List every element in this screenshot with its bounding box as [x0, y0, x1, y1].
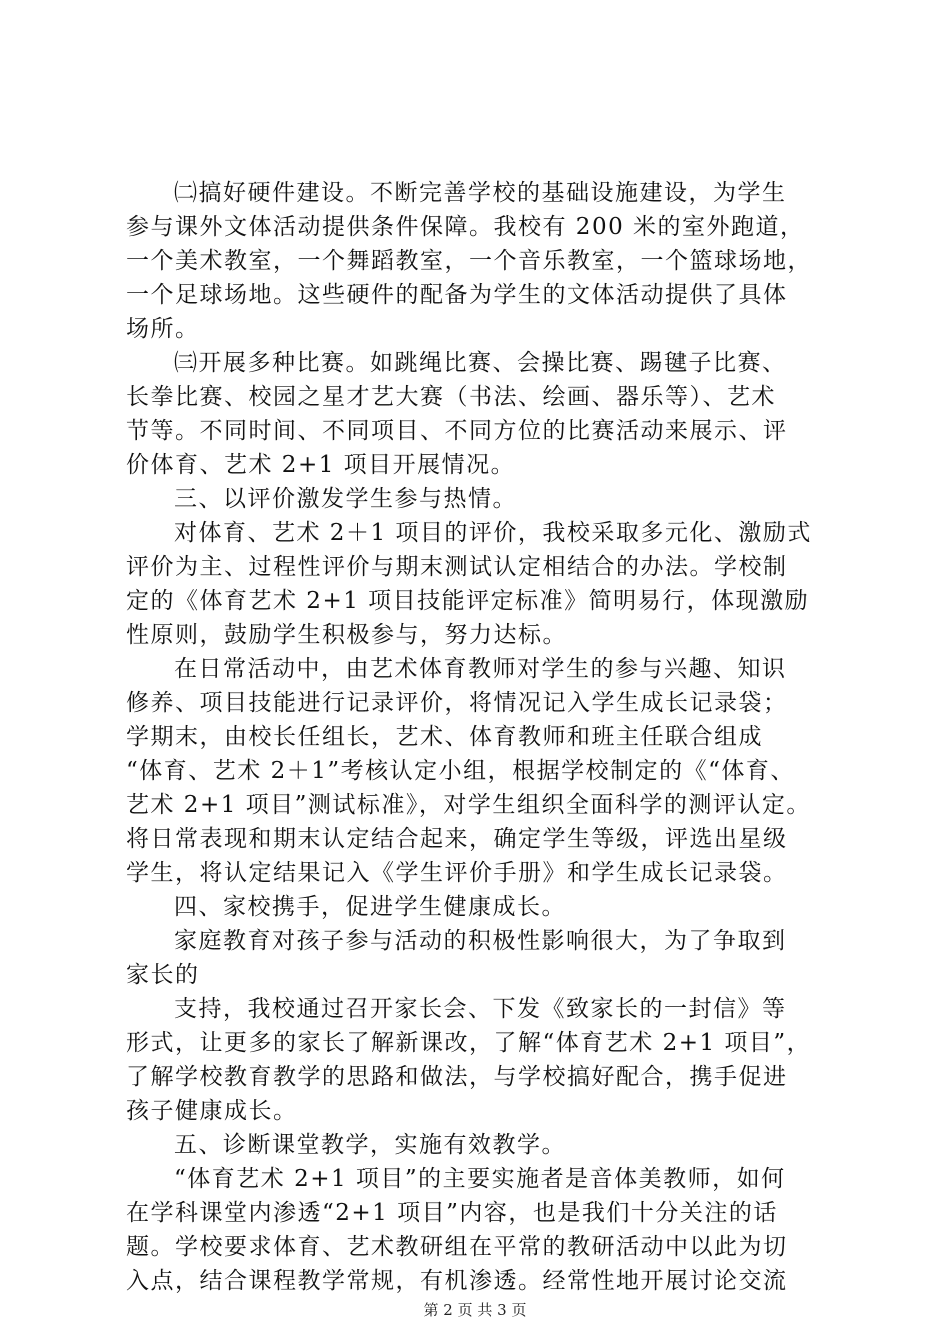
- text-line: 支持，我校通过召开家长会、下发《致家长的一封信》等: [174, 996, 787, 1022]
- text-line: 家长的: [126, 962, 200, 988]
- text-line: 一个足球场地。这些硬件的配备为学生的文体活动提供了具体: [126, 282, 788, 308]
- text-line: 了解学校教育教学的思路和做法，与学校搞好配合，携手促进: [126, 1064, 788, 1090]
- text-line: 参与课外文体活动提供条件保障。我校有 200 米的室外跑道，: [126, 214, 805, 240]
- text-line: 孩子健康成长。: [126, 1098, 298, 1124]
- page-footer: 第 2 页 共 3 页: [423, 1301, 527, 1319]
- text-line: 场所。: [126, 316, 200, 342]
- text-line: “体育、艺术 2＋1”考核认定小组，根据学校制定的《“体育、: [126, 758, 795, 784]
- text-line: 形式，让更多的家长了解新课改，了解“体育艺术 2+1 项目”，: [126, 1030, 812, 1056]
- text-line: 价体育、艺术 2+1 项目开展情况。: [126, 452, 516, 478]
- section-heading: 五、诊断课堂教学，实施有效教学。: [174, 1132, 566, 1158]
- text-line: 性原则，鼓励学生积极参与，努力达标。: [126, 622, 567, 648]
- text-line: “体育艺术 2+1 项目”的主要实施者是音体美教师，如何: [174, 1166, 786, 1192]
- text-line: 题。学校要求体育、艺术教研组在平常的教研活动中以此为切: [126, 1234, 788, 1260]
- text-line: 艺术 2+1 项目”测试标准》，对学生组织全面科学的测评认定。: [126, 792, 811, 818]
- text-line: 对体育、艺术 2＋1 项目的评价，我校采取多元化、激励式: [174, 520, 812, 546]
- text-line: 长拳比赛、校园之星才艺大赛（书法、绘画、器乐等）、艺术: [126, 384, 776, 410]
- text-line: 节等。不同时间、不同项目、不同方位的比赛活动来展示、评: [126, 418, 788, 444]
- text-line: 学期末，由校长任组长，艺术、体育教师和班主任联合组成: [126, 724, 763, 750]
- text-line: ㈢开展多种比赛。如跳绳比赛、会操比赛、踢毽子比赛、: [174, 350, 787, 376]
- text-line: 评价为主、过程性评价与期末测试认定相结合的办法。学校制: [126, 554, 788, 580]
- text-line: ㈡搞好硬件建设。不断完善学校的基础设施建设，为学生: [174, 180, 787, 206]
- text-line: 一个美术教室，一个舞蹈教室，一个音乐教室，一个篮球场地，: [126, 248, 812, 274]
- text-line: 学生，将认定结果记入《学生评价手册》和学生成长记录袋。: [126, 860, 788, 886]
- text-line: 入点，结合课程教学常规，有机渗透。经常性地开展讨论交流: [126, 1268, 788, 1294]
- section-heading: 三、以评价激发学生参与热情。: [174, 486, 517, 512]
- text-line: 家庭教育对孩子参与活动的积极性影响很大，为了争取到: [174, 928, 787, 954]
- text-line: 定的《体育艺术 2+1 项目技能评定标准》简明易行，体现激励: [126, 588, 810, 614]
- text-line: 修养、项目技能进行记录评价，将情况记入学生成长记录袋；: [126, 690, 788, 716]
- text-line: 在日常活动中，由艺术体育教师对学生的参与兴趣、知识: [174, 656, 787, 682]
- text-line: 将日常表现和期末认定结合起来，确定学生等级，评选出星级: [126, 826, 788, 852]
- text-line: 在学科课堂内渗透“2+1 项目”内容，也是我们十分关注的话: [126, 1200, 778, 1226]
- section-heading: 四、家校携手，促进学生健康成长。: [174, 894, 566, 920]
